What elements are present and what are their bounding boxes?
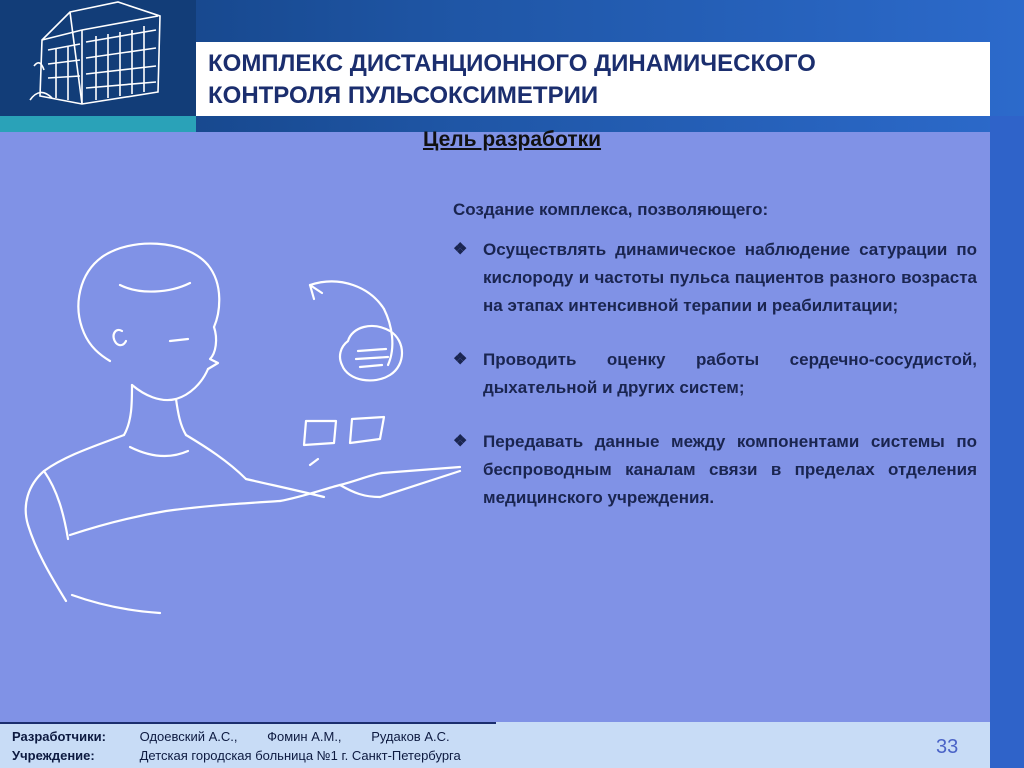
footer-divider — [0, 722, 496, 724]
page-title — [208, 48, 988, 112]
developer-name: Одоевский А.С., — [139, 729, 238, 744]
developer-name: Рудаков А.С. — [371, 729, 450, 744]
teacher-illustration — [10, 235, 480, 620]
list-item — [453, 428, 977, 512]
intro-text: Создание комплекса, позволяющего: — [453, 200, 769, 219]
goals-list — [453, 236, 977, 538]
list-item — [453, 236, 977, 320]
developers-list — [140, 729, 476, 744]
section-subtitle: Цель разработки — [422, 128, 602, 151]
institution-name: Детская городская больница №1 г. Санкт-Петербурга — [139, 748, 461, 763]
developer-name: Фомин А.М., — [267, 729, 342, 744]
list-item-text: Передавать данные между компонентами системы по беспроводным каналам связи в пределах отделения медицинского учреждения. — [483, 432, 977, 507]
developers-label: Разработчики: — [12, 729, 106, 744]
institution-label: Учреждение: — [12, 748, 95, 763]
diamond-bullet-icon: ❖ — [453, 241, 468, 258]
footer-developers-row — [12, 729, 476, 744]
list-item — [453, 346, 977, 402]
diamond-bullet-icon: ❖ — [453, 433, 468, 450]
footer-institution-row — [12, 748, 461, 763]
page-number: 33 — [936, 736, 959, 758]
teacher-illustration-icon — [10, 235, 480, 615]
right-accent-strip — [990, 116, 1024, 768]
page-title-line-2: КОНТРОЛЯ ПУЛЬСОКСИМЕТРИИ — [208, 82, 599, 109]
diamond-bullet-icon: ❖ — [453, 351, 468, 368]
page-title-line-1: КОМПЛЕКС ДИСТАНЦИОННОГО ДИНАМИЧЕСКОГО — [208, 50, 816, 77]
title-box — [196, 42, 990, 116]
list-item-text: Проводить оценку работы сердечно-сосудистой, дыхательной и других систем; — [483, 350, 977, 397]
list-item-text: Осуществлять динамическое наблюдение сатурации по кислороду и частоты пульса пациентов разного возраста на этапах интенсивной терапии и реабилитации; — [483, 240, 977, 315]
logo-area — [0, 0, 196, 116]
building-logo-icon — [0, 0, 196, 116]
